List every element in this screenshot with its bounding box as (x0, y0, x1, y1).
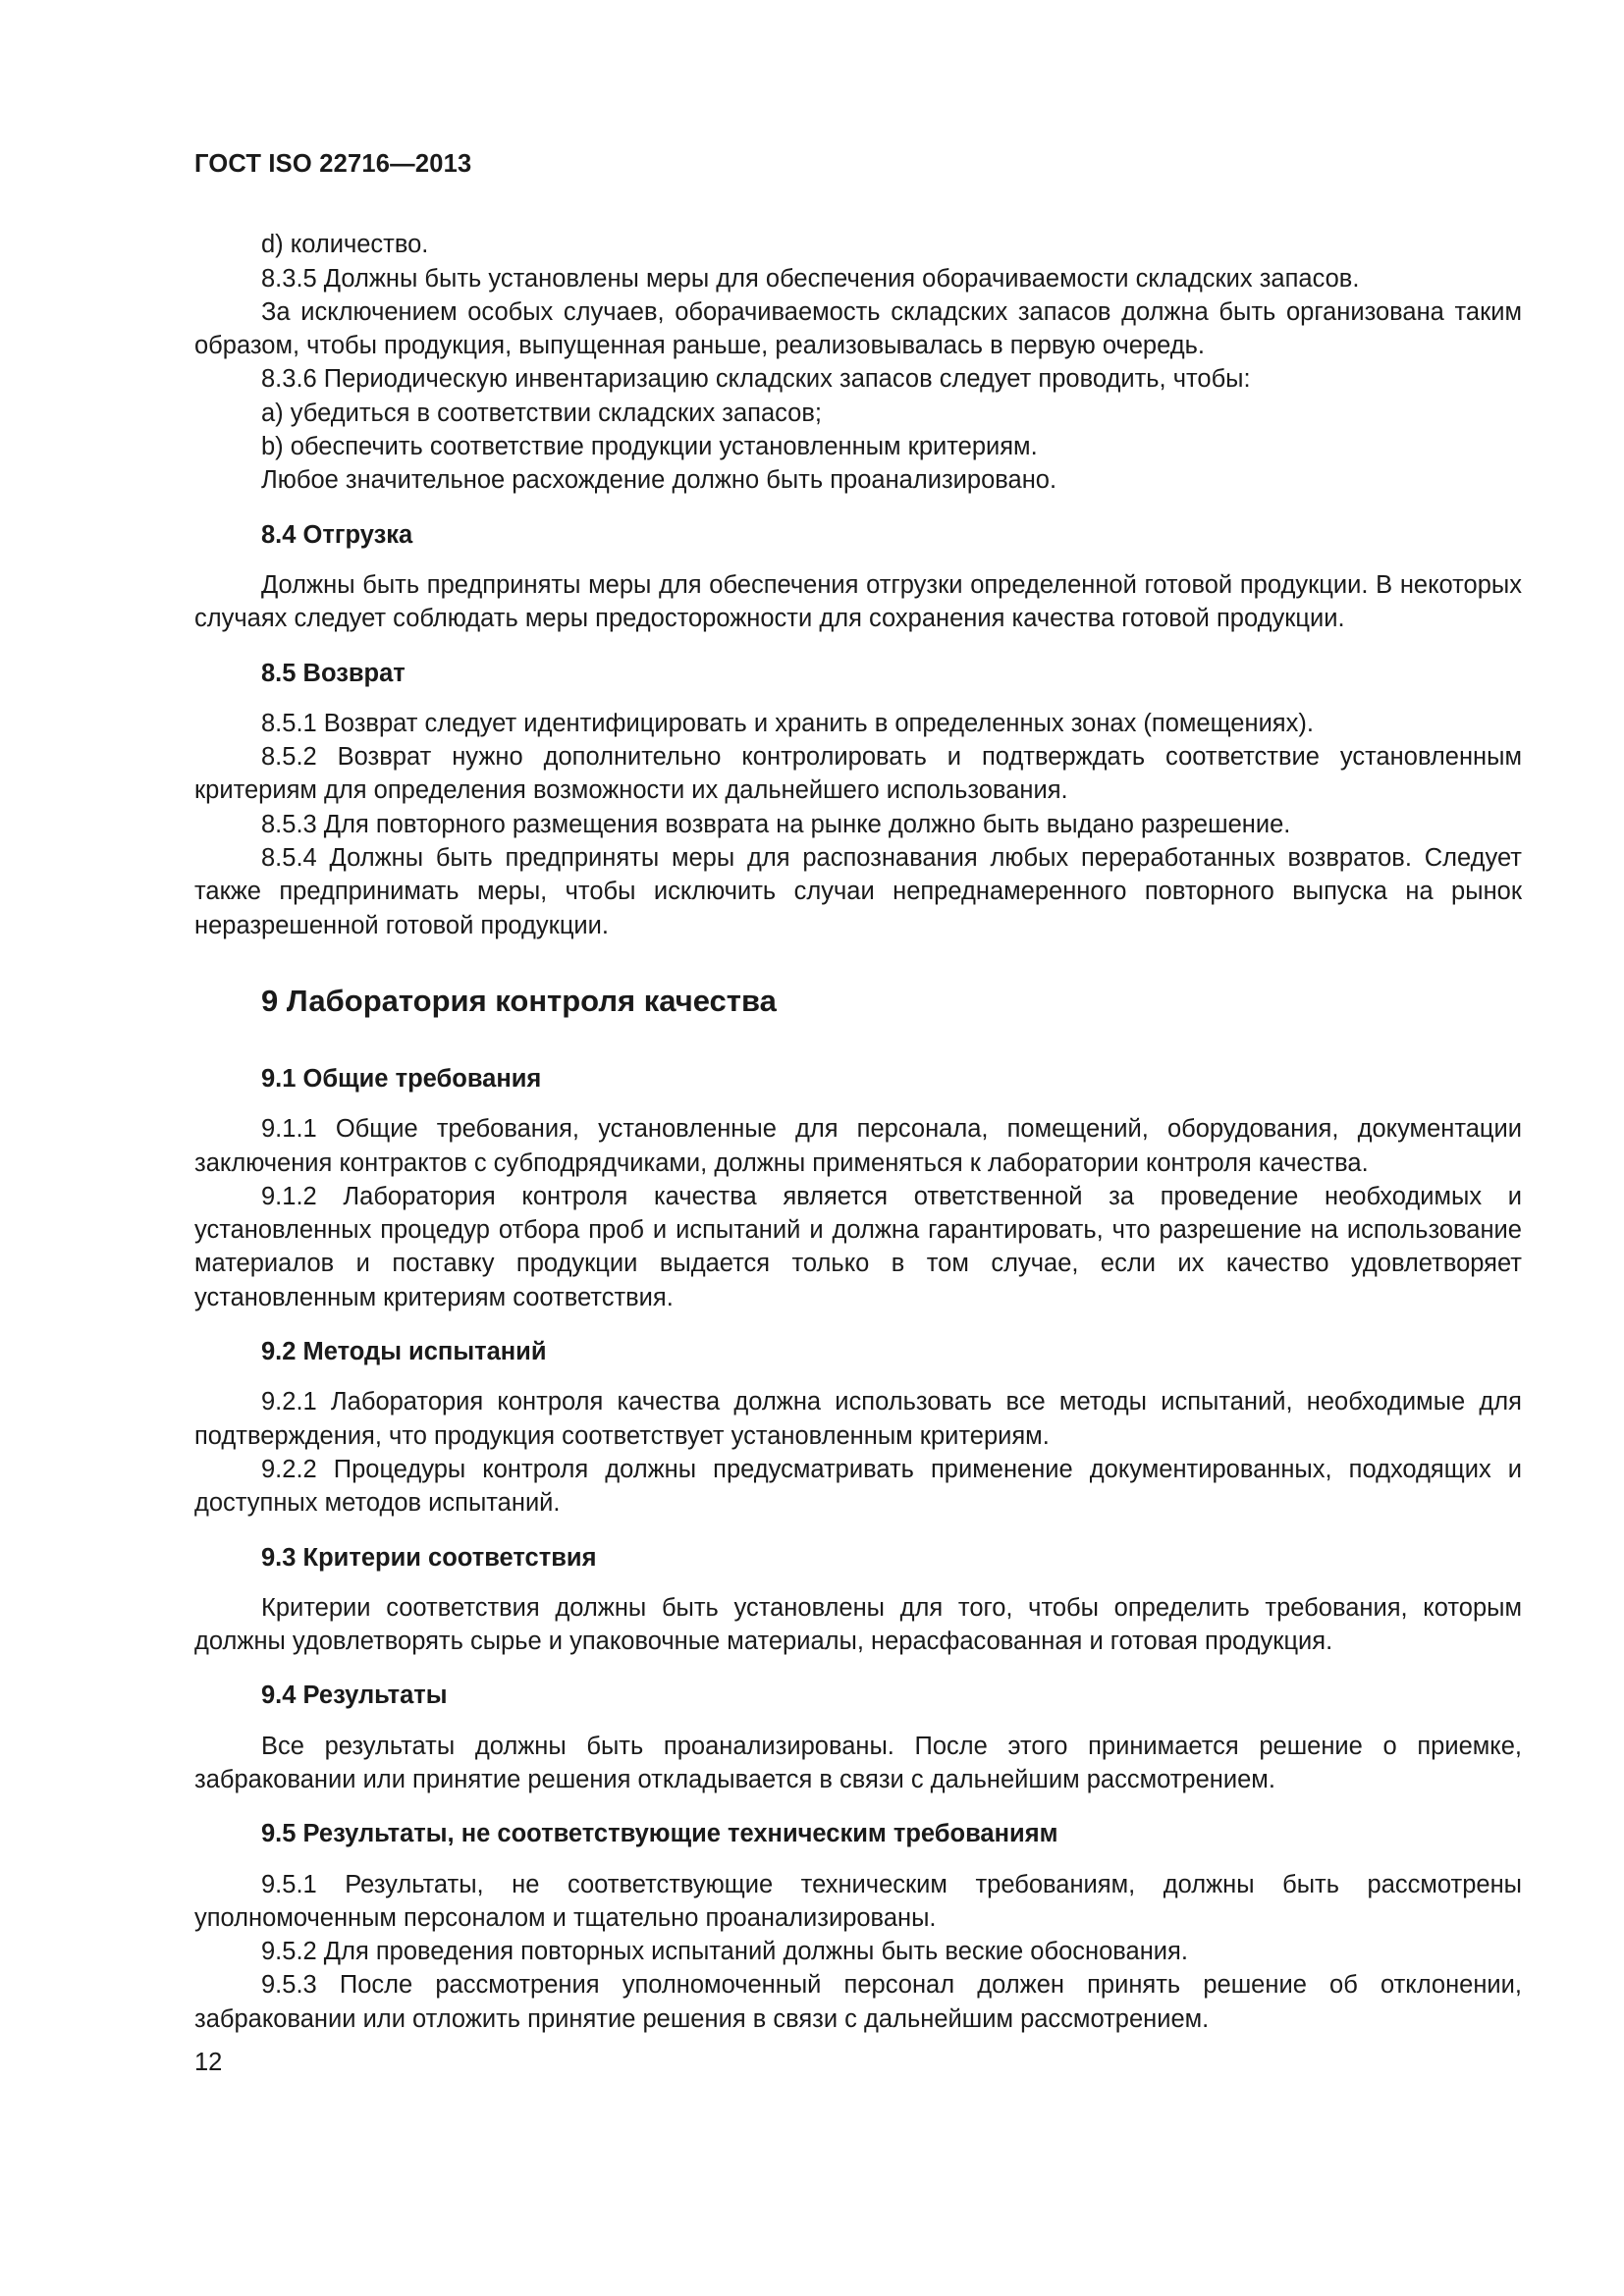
paragraph: 8.5.3 Для повторного размещения возврата на рынке должно быть выдано разрешение. (261, 810, 1291, 838)
paragraph: 9.5.3 После рассмотрения уполномоченный персонал должен принять решение об отклонении, забраковании или отложить принятие решения в связи с дальнейшим рассмотрением. (194, 1971, 1522, 2033)
paragraph: Критерии соответствия должны быть установлены для того, чтобы определить требования, которым должны удовлетворять сырье и упаковочные материалы, нерасфасованная и готовая продукция. (194, 1593, 1522, 1656)
section-9-4 (194, 1679, 1522, 1796)
paragraph: 8.3.6 Периодическую инвентаризацию складских запасов следует проводить, чтобы: (261, 365, 1251, 394)
subsection-heading: 8.5 Возврат (261, 659, 406, 687)
paragraph: 9.2.2 Процедуры контроля должны предусматривать применение документированных, подходящих и доступных методов испытаний. (194, 1455, 1522, 1518)
section-9-1 (194, 1062, 1522, 1314)
paragraph: b) обеспечить соответствие продукции установленным критериям. (261, 433, 1038, 461)
paragraph: Любое значительное расхождение должно быть проанализировано. (261, 466, 1057, 495)
section-9-5 (194, 1817, 1522, 2036)
section-9-3 (194, 1541, 1522, 1659)
paragraph: 9.5.1 Результаты, не соответствующие техническим требованиям, должны быть рассмотрены уполномоченным персоналом и тщательно проанализированы. (194, 1870, 1522, 1932)
section-8-4 (194, 518, 1522, 636)
section-heading: 9 Лаборатория контроля качества (261, 983, 777, 1018)
paragraph: 8.5.4 Должны быть предприняты меры для распознавания любых переработанных возвратов. Следует также предпринимать меры, чтобы исключить случаи непреднамеренного повторного выпуска на рынок неразрешенной готовой продукции. (194, 844, 1522, 939)
paragraph: 8.5.1 Возврат следует идентифицировать и хранить в определенных зонах (помещениях). (261, 709, 1314, 737)
paragraph: Все результаты должны быть проанализированы. После этого принимается решение о приемке, забраковании или принятие решения откладывается в связи с дальнейшим рассмотрением. (194, 1732, 1522, 1793)
subsection-heading: 9.5 Результаты, не соответствующие техническим требованиям (261, 1820, 1058, 1848)
paragraph: За исключением особых случаев, оборачиваемость складских запасов должна быть организована таким образом, чтобы продукция, выпущенная раньше, реализовывалась в первую очередь. (194, 297, 1522, 360)
paragraph: 9.2.1 Лаборатория контроля качества должна использовать все методы испытаний, необходимые для подтверждения, что продукция соответствует установленным критериям. (194, 1388, 1522, 1450)
section-8-5 (194, 657, 1522, 942)
document-page (194, 147, 1522, 2036)
paragraph: 8.3.5 Должны быть установлены меры для обеспечения оборачиваемости складских запасов. (261, 264, 1360, 293)
paragraph: 9.1.1 Общие требования, установленные для персонала, помещений, оборудования, документации заключения контрактов с субподрядчиками, должны применяться к лаборатории контроля качества. (194, 1115, 1522, 1177)
section-9-2 (194, 1335, 1522, 1520)
subsection-heading: 8.4 Отгрузка (261, 520, 413, 549)
subsection-heading: 9.4 Результаты (261, 1682, 448, 1710)
section-8-3-continued (194, 228, 1522, 497)
subsection-heading: 9.2 Методы испытаний (261, 1338, 547, 1366)
paragraph: a) убедиться в соответствии складских запасов; (261, 399, 822, 427)
document-header: ГОСТ ISO 22716—2013 (194, 150, 472, 178)
paragraph: d) количество. (261, 231, 429, 259)
page-number: 12 (194, 2049, 223, 2076)
paragraph: Должны быть предприняты меры для обеспечения отгрузки определенной готовой продукции. В некоторых случаях следует соблюдать меры предосторожности для сохранения качества готовой продукции. (194, 570, 1522, 633)
subsection-heading: 9.1 Общие требования (261, 1064, 542, 1093)
paragraph: 9.1.2 Лаборатория контроля качества является ответственной за проведение необходимых и установленных процедур отбора проб и испытаний и должна гарантировать, что разрешение на использование материалов и поставку продукции выдается только в том случае, если их качество удовлетворяет установленным критериям соответствия. (194, 1182, 1522, 1311)
paragraph: 9.5.2 Для проведения повторных испытаний должны быть веские обоснования. (261, 1938, 1188, 1966)
subsection-heading: 9.3 Критерии соответствия (261, 1543, 597, 1572)
paragraph: 8.5.2 Возврат нужно дополнительно контролировать и подтверждать соответствие установленным критериям для определения возможности их дальнейшего использования. (194, 743, 1522, 805)
